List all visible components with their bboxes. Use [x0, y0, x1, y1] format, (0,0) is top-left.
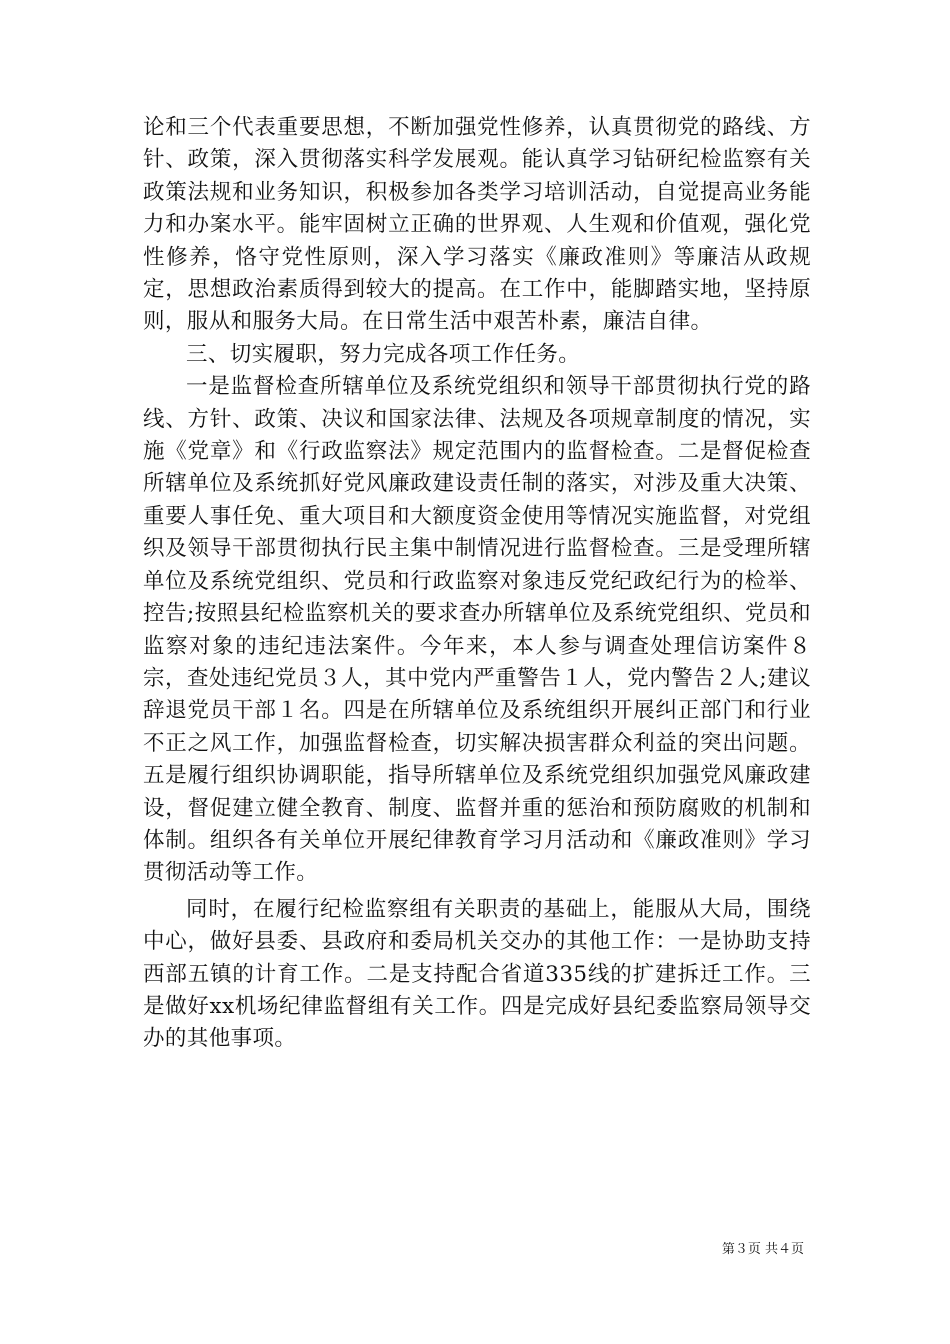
document-body [143, 112, 811, 1056]
paragraph-other-work: 同时，在履行纪检监察组有关职责的基础上，能服从大局，围绕中心，做好县委、县政府和委局机关交办的其他工作：一是协助支持西部五镇的计育工作。二是支持配合省道335线的扩建拆迁工作。三是做好xx机场纪律监督组有关工作。四是完成好县纪委监察局领导交办的其他事项。 [143, 896, 811, 1052]
page-number-footer: 第３页 共４页 [721, 1242, 804, 1257]
paragraph-continuation: 论和三个代表重要思想，不断加强党性修养，认真贯彻党的路线、方针、政策，深入贯彻落实科学发展观。能认真学习钻研纪检监察有关政策法规和业务知识，积极参加各类学习培训活动，自觉提高业务能力和办案水平。能牢固树立正确的世界观、人生观和价值观，强化党性修养，恪守党性原则，深入学习落实《廉政准则》等廉洁从政规定，思想政治素质得到较大的提高。在工作中，能脚踏实地，坚持原则，服从和服务大局。在日常生活中艰苦朴素，廉洁自律。 [143, 115, 811, 335]
paragraph-duties: 一是监督检查所辖单位及系统党组织和领导干部贯彻执行党的路线、方针、政策、决议和国家法律、法规及各项规章制度的情况，实施《党章》和《行政监察法》规定范围内的监督检查。二是督促检查所辖单位及系统抓好党风廉政建设责任制的落实，对涉及重大决策、重要人事任免、重大项目和大额度资金使用等情况实施监督，对党组织及领导干部贯彻执行民主集中制情况进行监督检查。三是受理所辖单位及系统党组织、党员和行政监察对象违反党纪政纪行为的检举、控告;按照县纪检监察机关的要求查办所辖单位及系统党组织、党员和监察对象的违纪违法案件。今年来，本人参与调查处理信访案件８宗，查处违纪党员３人，其中党内严重警告１人，党内警告２人;建议辞退党员干部１名。四是在所辖单位及系统组织开展纠正部门和行业不正之风工作，加强监督检查，切实解决损害群众利益的突出问题。五是履行组织协调职能，指导所辖单位及系统党组织加强党风廉政建设，督促建立健全教育、制度、监督并重的惩治和预防腐败的机制和体制。组织各有关单位开展纪律教育学习月活动和《廉政准则》学习贯彻活动等工作。 [143, 374, 811, 886]
section-heading-three: 三、切实履职，努力完成各项工作任务。 [186, 341, 581, 367]
